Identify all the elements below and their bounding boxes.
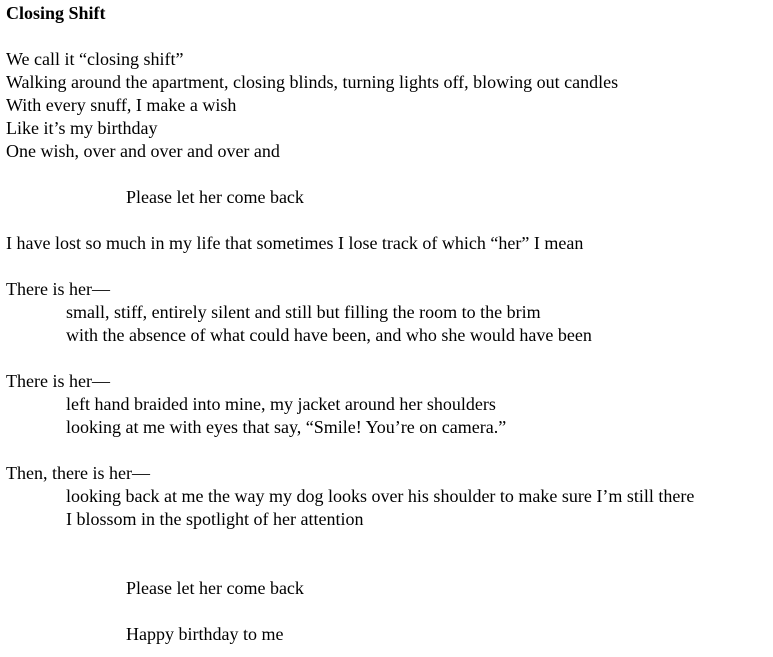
poem-document bbox=[6, 2, 773, 646]
blank-line bbox=[6, 255, 773, 278]
poem-line: I blossom in the spotlight of her attention bbox=[66, 509, 364, 529]
poem-line: with the absence of what could have been, and who she would have been bbox=[66, 325, 592, 345]
blank-line bbox=[6, 209, 773, 232]
poem-line: looking back at me the way my dog looks over his shoulder to make sure I’m still there bbox=[66, 486, 695, 506]
refrain-line: Please let her come back bbox=[126, 187, 304, 207]
blank-line bbox=[6, 439, 773, 462]
poem-line: Walking around the apartment, closing blinds, turning lights off, blowing out candles bbox=[6, 72, 619, 92]
blank-line bbox=[6, 163, 773, 186]
blank-line bbox=[6, 554, 773, 577]
blank-line bbox=[6, 25, 773, 48]
blank-line bbox=[6, 531, 773, 554]
refrain-line: Please let her come back bbox=[126, 578, 304, 598]
stanza-3 bbox=[6, 278, 773, 347]
poem-line: left hand braided into mine, my jacket around her shoulders bbox=[66, 394, 496, 414]
stanza-lead: There is her— bbox=[6, 279, 110, 299]
blank-line bbox=[6, 600, 773, 623]
blank-line bbox=[6, 347, 773, 370]
poem-line: Like it’s my birthday bbox=[6, 118, 158, 138]
stanza-1 bbox=[6, 48, 773, 163]
stanza-5 bbox=[6, 462, 773, 531]
stanza-lead: Then, there is her— bbox=[6, 463, 150, 483]
poem-line: We call it “closing shift” bbox=[6, 49, 184, 69]
poem-line: I have lost so much in my life that sometimes I lose track of which “her” I mean bbox=[6, 233, 584, 253]
stanza-4 bbox=[6, 370, 773, 439]
poem-line: With every snuff, I make a wish bbox=[6, 95, 237, 115]
closing-line: Happy birthday to me bbox=[126, 624, 284, 644]
poem-line: looking at me with eyes that say, “Smile! You’re on camera.” bbox=[66, 417, 507, 437]
poem-line: small, stiff, entirely silent and still but filling the room to the brim bbox=[66, 302, 541, 322]
poem-title: Closing Shift bbox=[6, 3, 106, 23]
poem-line: One wish, over and over and over and bbox=[6, 141, 280, 161]
stanza-lead: There is her— bbox=[6, 371, 110, 391]
